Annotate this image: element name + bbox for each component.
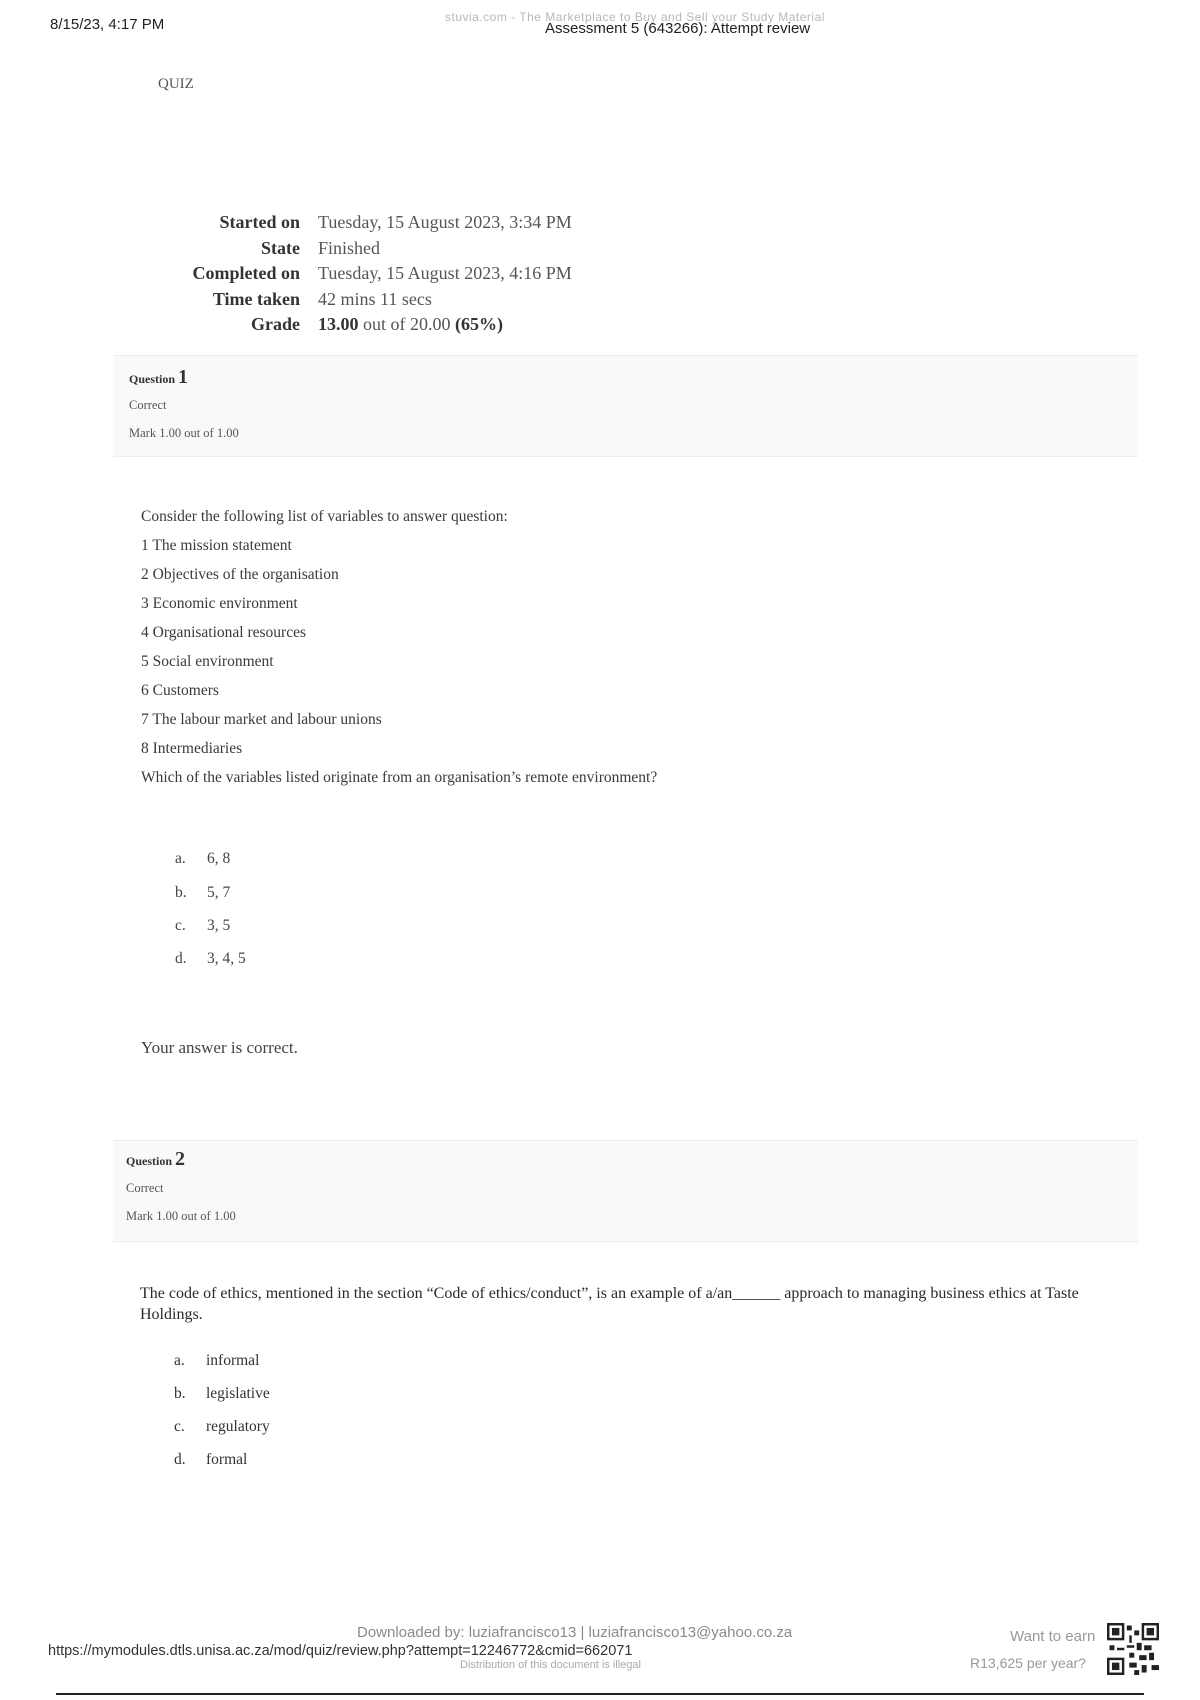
summary-row [130,236,572,262]
option-text: formal [206,1451,248,1468]
variable-list-item: 6 Customers [141,682,219,699]
watermark-text: stuvia.com - The Marketplace to Buy and Sell your Study Material [445,10,825,24]
earn-promo-line-1[interactable]: Want to earn [1010,1628,1096,1645]
summary-value: 42 mins 11 secs [318,288,432,309]
qr-code-icon[interactable] [1107,1623,1159,1675]
answer-option-d[interactable] [174,1451,247,1469]
grade-out-of: out of 20.00 [358,314,455,334]
summary-row [130,261,572,287]
question-1-intro: Consider the following list of variables to answer question: [141,508,508,525]
question-1-prompt: Which of the variables listed originate from an organisation’s remote environment? [141,769,658,786]
question-2-info [113,1140,1138,1242]
summary-value: Tuesday, 15 August 2023, 3:34 PM [318,212,572,232]
question-number-value: 2 [175,1148,186,1170]
variable-list-item: 3 Economic environment [141,595,298,612]
summary-row [130,210,572,236]
question-state: Correct [129,398,167,412]
answer-option-a[interactable] [175,850,230,868]
answer-option-a[interactable] [174,1352,259,1370]
answer-option-c[interactable] [175,917,230,935]
answer-option-b[interactable] [174,1385,270,1403]
option-text: 3, 4, 5 [207,950,246,967]
summary-row [130,287,572,313]
summary-row-grade [130,312,572,338]
option-letter: b. [174,1385,186,1402]
variable-list-item: 1 The mission statement [141,537,292,554]
question-mark: Mark 1.00 out of 1.00 [129,426,239,440]
question-number [126,1148,185,1171]
summary-label: Time taken [212,288,300,309]
downloaded-by-text: Downloaded by: luziafrancisco13 | luziafrancisco13@yahoo.co.za [357,1624,793,1641]
option-text: 6, 8 [207,850,231,867]
option-text: informal [206,1352,260,1369]
question-state: Correct [126,1181,164,1195]
earn-promo-line-2[interactable]: R13,625 per year? [970,1655,1086,1671]
option-letter: c. [175,917,186,934]
summary-label: State [261,237,300,258]
answer-option-d[interactable] [175,950,246,968]
question-1-info [113,355,1138,457]
variable-list-item: 5 Social environment [141,653,274,670]
grade-percent: (65%) [455,314,503,334]
page-title: Assessment 5 (643266): Attempt review [545,20,811,37]
variable-list-item: 4 Organisational resources [141,624,306,641]
page-url[interactable]: https://mymodules.dtls.unisa.ac.za/mod/quiz/review.php?attempt=12246772&cmid=662071 [48,1643,633,1659]
question-number-value: 1 [178,366,189,388]
question-2-text: The code of ethics, mentioned in the section “Code of ethics/conduct”, is an example of a/an______ approach to managing business ethics at Taste Holdings. [140,1285,1079,1323]
option-text: 3, 5 [207,917,231,934]
grade-value [318,312,572,338]
option-letter: d. [175,950,187,967]
answer-option-c[interactable] [174,1418,270,1436]
variable-list-item: 7 The labour market and labour unions [141,711,382,728]
option-text: regulatory [206,1418,270,1435]
quiz-label: QUIZ [158,76,194,92]
option-letter: d. [174,1451,186,1468]
option-text: legislative [206,1385,270,1402]
variable-list-item: 8 Intermediaries [141,740,243,757]
distribution-notice: Distribution of this document is illegal [460,1659,641,1671]
question-mark: Mark 1.00 out of 1.00 [126,1209,236,1223]
summary-label: Completed on [192,263,300,283]
option-letter: c. [174,1418,185,1435]
summary-label: Started on [219,212,300,232]
bottom-rule [56,1693,1144,1695]
question-1-feedback: Your answer is correct. [141,1038,298,1057]
option-letter: b. [175,884,187,901]
option-letter: a. [175,850,186,867]
question-number [129,366,188,389]
summary-value: Tuesday, 15 August 2023, 4:16 PM [318,263,572,283]
question-word: Question [126,1154,173,1168]
question-word: Question [129,372,176,386]
summary-value: Finished [318,237,381,258]
option-letter: a. [174,1352,185,1369]
print-date: 8/15/23, 4:17 PM [50,16,165,33]
answer-option-b[interactable] [175,884,230,902]
attempt-summary-table [130,210,572,338]
grade-label: Grade [251,314,300,334]
grade-score: 13.00 [318,314,359,334]
variable-list-item: 2 Objectives of the organisation [141,566,339,583]
option-text: 5, 7 [207,884,231,901]
